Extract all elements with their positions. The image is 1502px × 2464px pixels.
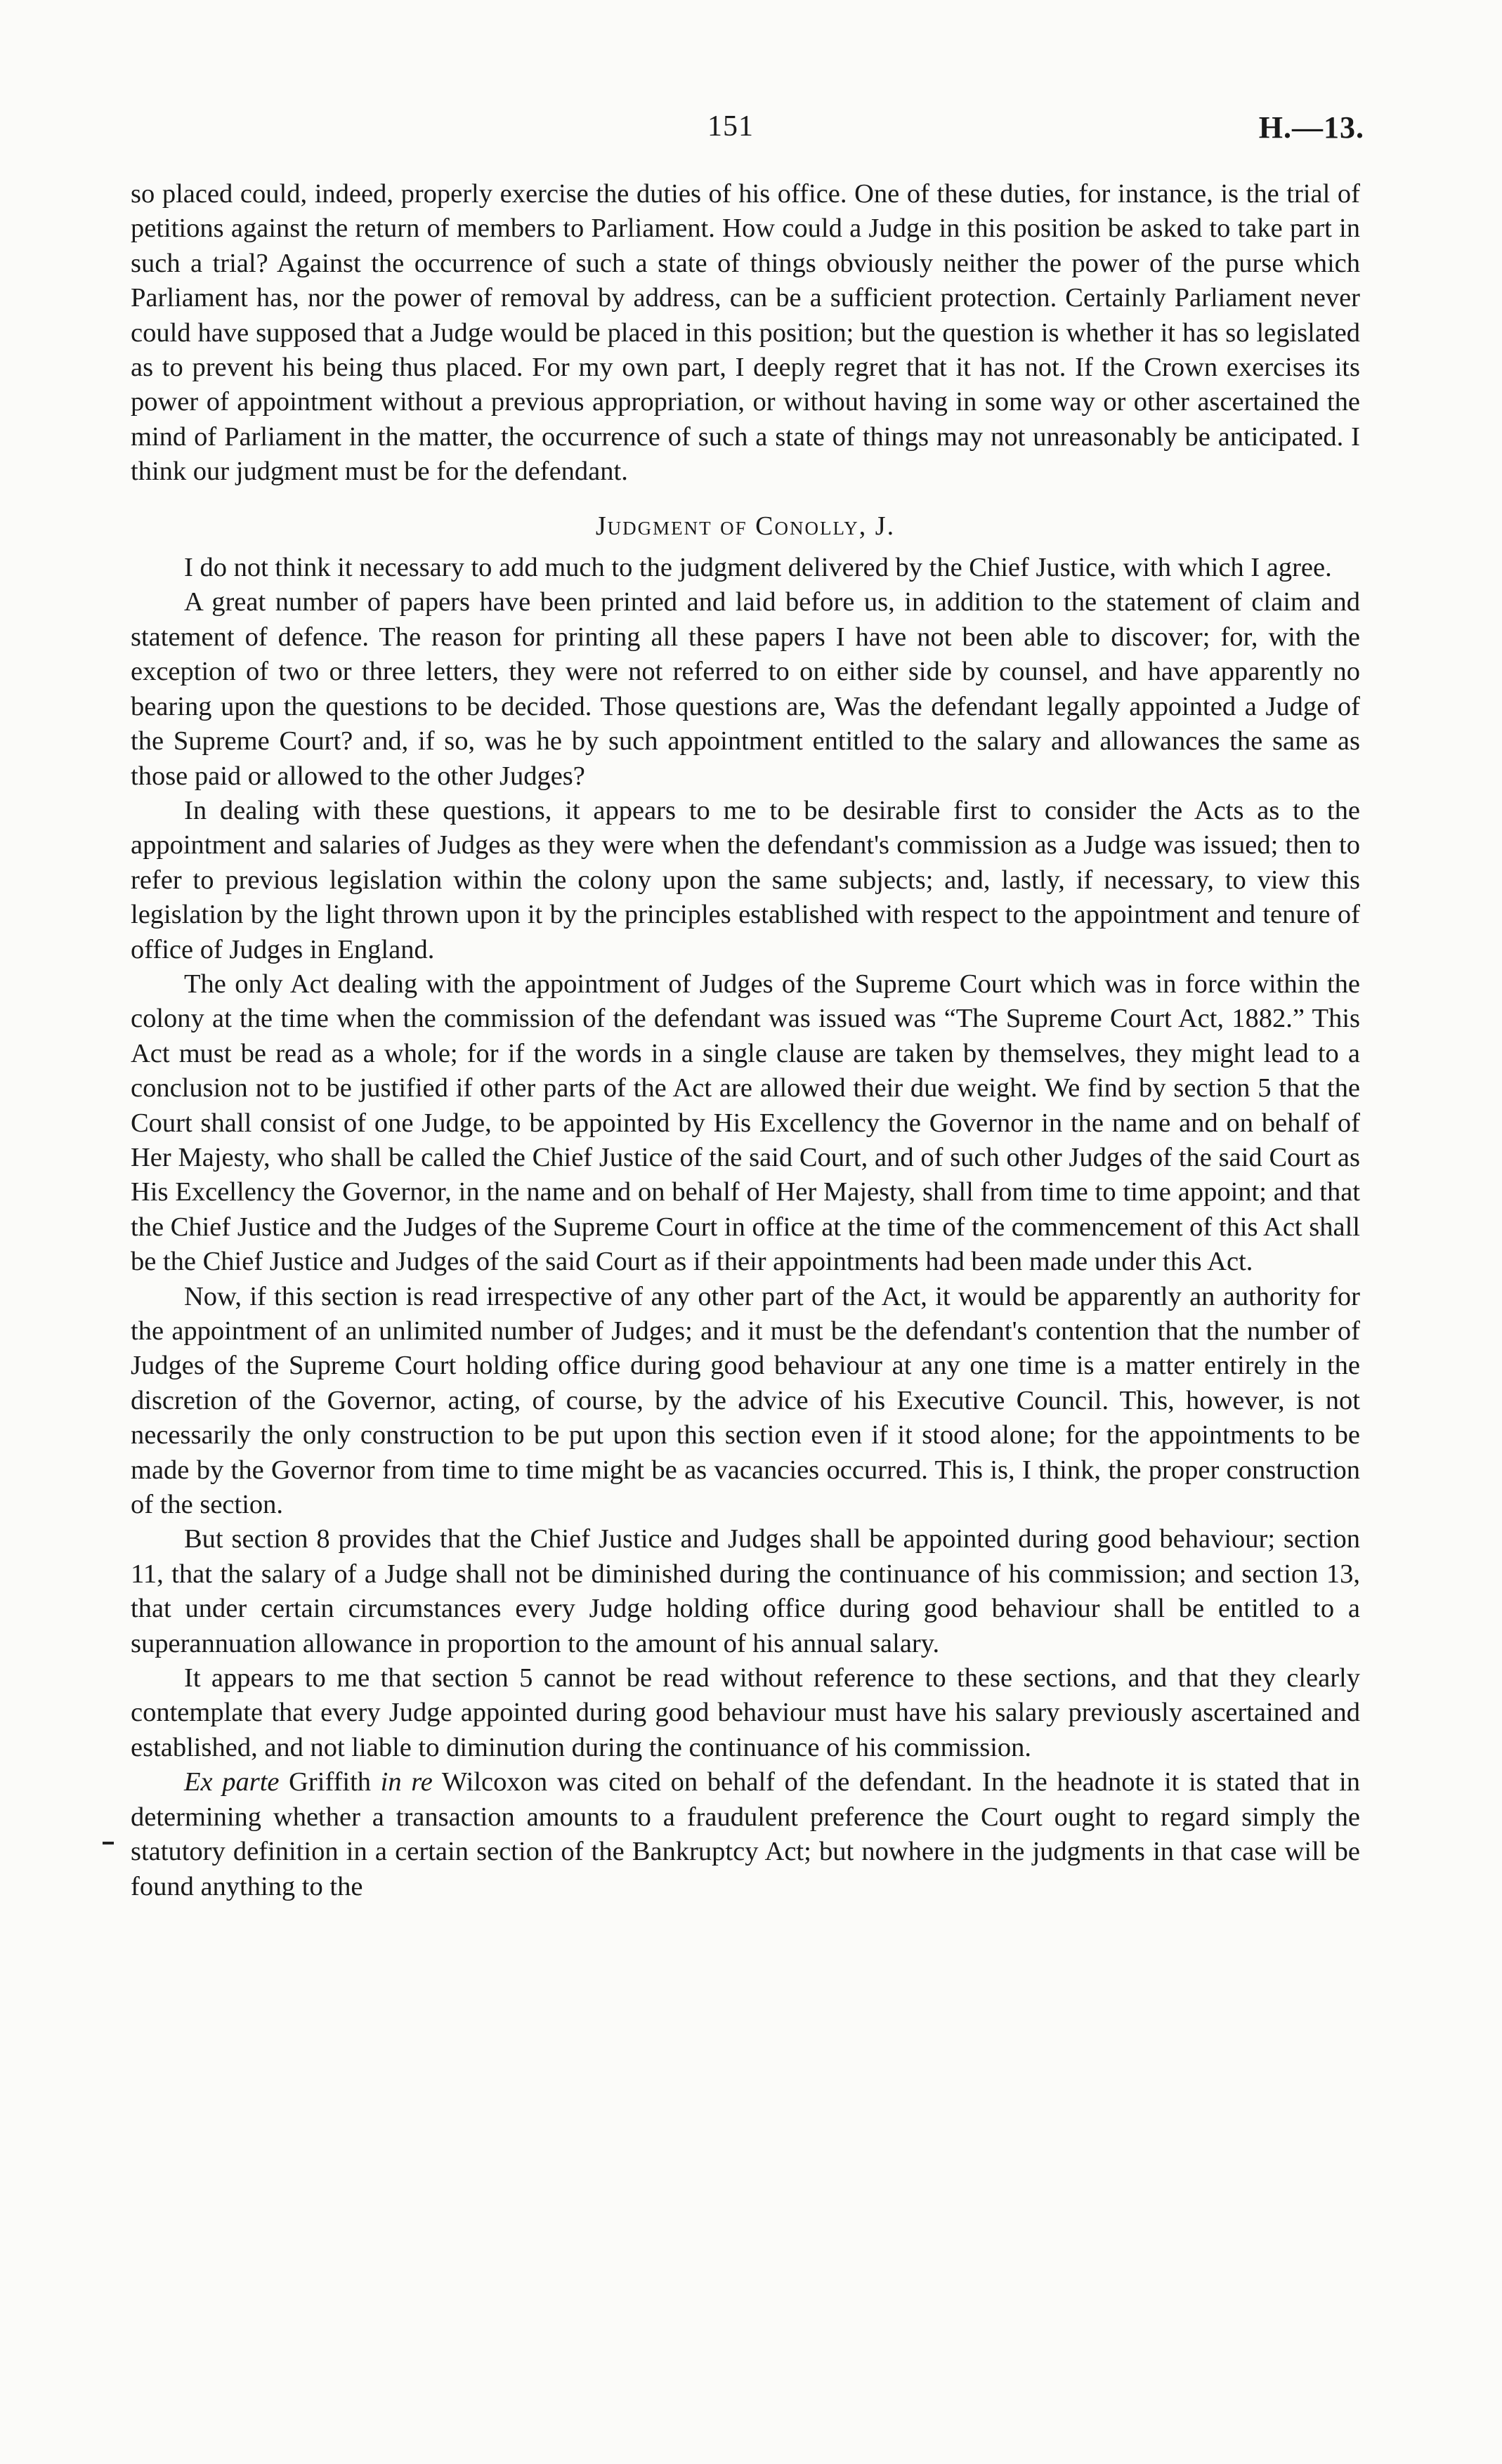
paragraph-rest: Wilcoxon was cited on behalf of the defendant. In the headnote it is stated that in determining whether a transaction amounts to a fraudulent preference the Court ought to regard simply the statutory definition in a certain section of the Bankruptcy Act; but nowhere in the judgments in that case will be found anything to the (131, 1767, 1360, 1901)
paragraph-case-citation (131, 1765, 1360, 1904)
paragraph: But section 8 provides that the Chief Justice and Judges shall be appointed during good behaviour; section 11, that the salary of a Judge shall not be diminished during the continuance of his commission; and section 13, that under certain circumstances every Judge holding office during good behaviour shall be entitled to a superannuation allowance in proportion to the amount of his annual salary. (131, 1524, 1360, 1658)
paragraph: so placed could, indeed, properly exercise the duties of his office. One of these duties, for instance, is the trial of petitions against the return of members to Parliament. How could a Judge in this position be asked to take part in such a trial? Against the occurrence of such a state of things obviously neither the power of the purse which Parliament has, nor the power of removal by address, can be a sufficient protection. Certainly Parliament never could have supposed that a Judge would be placed in this position; but the question is whether it has so legislated as to prevent his being thus placed. For my own part, I deeply regret that it has not. If the Crown exercises its power of appointment without a previous appropriation, or without having in some way or other ascertained the mind of Parliament in the matter, the occurrence of such a state of things may not unreasonably be anticipated. I think our judgment must be for the defendant. (131, 179, 1360, 487)
document-reference: H.—13. (1258, 110, 1364, 145)
case-italic-in-re: in re (380, 1767, 433, 1797)
paragraph: In dealing with these questions, it appears to me to be desirable first to consider the Acts as to the appointment and salaries of Judges as they were when the defendant's commission as a Judge was issued; then to refer to previous legislation within the colony upon the same subjects; and, lastly, if necessary, to view this legislation by the light thrown upon it by the principles established with respect to the appointment and tenure of office of Judges in England. (131, 795, 1360, 964)
paragraph: It appears to me that section 5 cannot be read without reference to these sections, and that they clearly contemplate that every Judge appointed during good behaviour must have his salary previously ascertained and established, and not liable to diminution during the continuance of his commission. (131, 1663, 1360, 1762)
paragraph: I do not think it necessary to add much to the judgment delivered by the Chief Justice, with which I agree. (184, 553, 1332, 583)
case-italic-ex-parte: Ex parte (184, 1767, 280, 1797)
case-name: Griffith (279, 1767, 381, 1797)
paragraph: A great number of papers have been printed and laid before us, in addition to the statement of claim and statement of defence. The reason for printing all these papers I have not been able to discover; for, with the exception of two or three letters, they were not referred to on either side by counsel, and have apparently no bearing upon the questions to be decided. Those questions are, Was the defendant legally appointed a Judge of the Supreme Court? and, if so, was he by such appointment entitled to the salary and allowances the same as those paid or allowed to the other Judges? (131, 587, 1360, 791)
page-number: 151 (707, 110, 754, 143)
paragraph: The only Act dealing with the appointment of Judges of the Supreme Court which was in force within the colony at the time when the commission of the defendant was issued was “The Supreme Court Act, 1882.” This Act must be read as a whole; for if the words in a single clause are taken by themselves, they might lead to a conclusion not to be justified if other parts of the Act are allowed their due weight. We find by section 5 that the Court shall consist of one Judge, to be appointed by His Excellency the Governor in the name and on behalf of Her Majesty, who shall be called the Chief Justice of the said Court, and of such other Judges of the said Court as His Excellency the Governor, in the name and on behalf of Her Majesty, shall from time to time appoint; and that the Chief Justice and the Judges of the Supreme Court in office at the time of the commencement of this Act shall be the Chief Justice and Judges of the said Court as if their appointments had been made under this Act. (131, 969, 1360, 1277)
section-heading: Judgment of Conolly, J. (595, 511, 896, 541)
body-text (131, 177, 1360, 1904)
margin-mark (103, 1842, 114, 1844)
paragraph: Now, if this section is read irrespective of any other part of the Act, it would be apparently an authority for the appointment of an unlimited number of Judges; and it must be the defendant's contention that the number of Judges of the Supreme Court holding office during good behaviour at any one time is a matter entirely in the discretion of the Governor, acting, of course, by the advice of his Executive Council. This, however, is not necessarily the only construction to be put upon this section even if it stood alone; for the appointments to be made by the Governor from time to time might be as vacancies occurred. This is, I think, the proper construction of the section. (131, 1281, 1360, 1520)
